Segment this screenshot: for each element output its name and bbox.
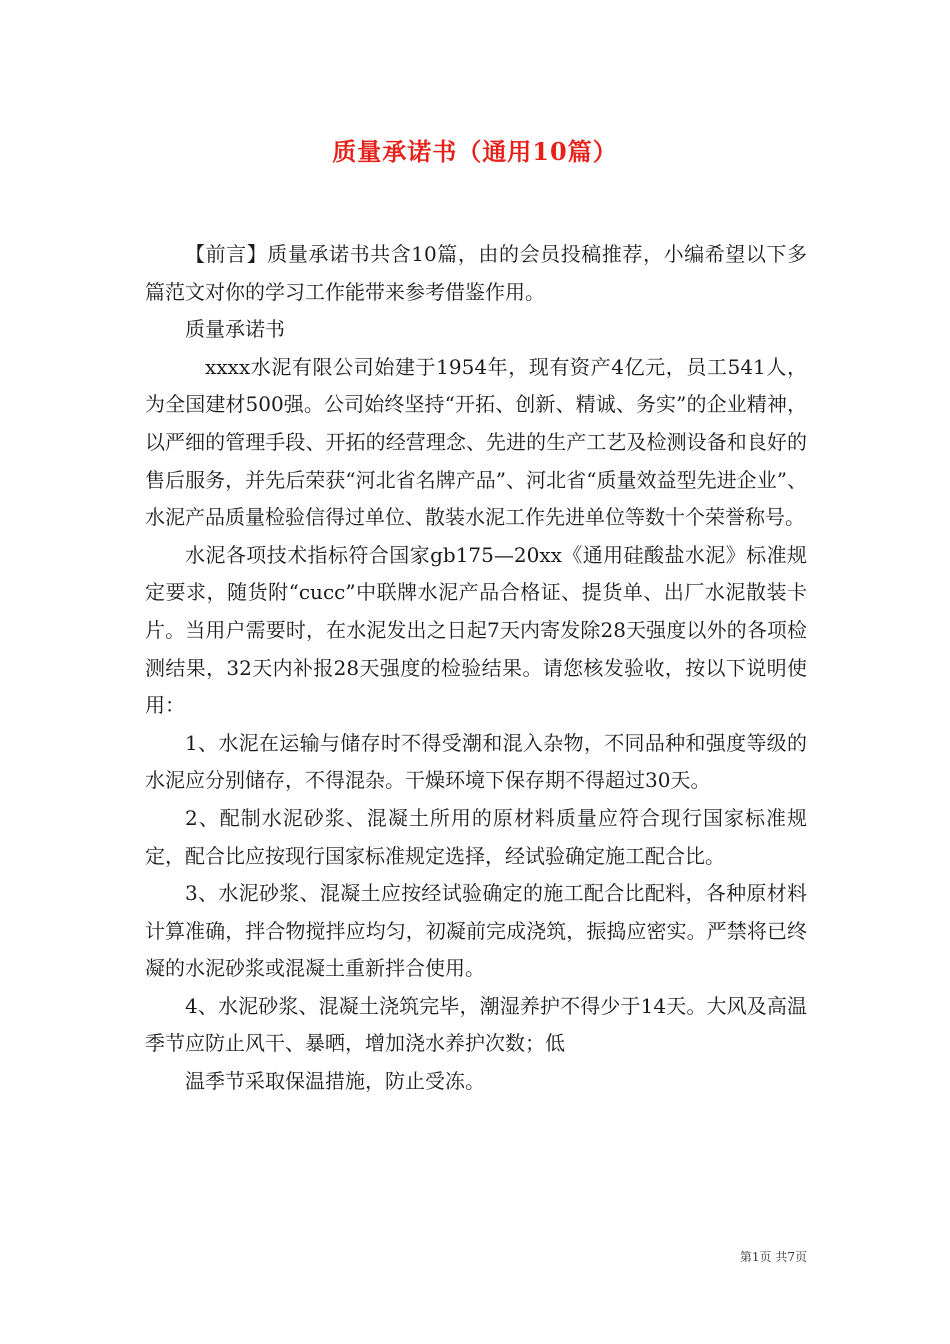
page-number: 第1页 共7页: [739, 1250, 807, 1264]
paragraph-item-4: 4、水泥砂浆、混凝土浇筑完毕，潮湿养护不得少于14天。大风及高温季节应防止风干、暴晒，增加浇水养护次数；低: [145, 993, 807, 1056]
section-heading: 质量承诺书: [185, 317, 285, 342]
paragraph-item-3: 3、水泥砂浆、混凝土应按经试验确定的施工配合比配料，各种原材料计算准确，拌合物搅拌应均匀，初凝前完成浇筑，振捣应密实。严禁将已终凝的水泥砂浆或混凝土重新拌合使用。: [145, 881, 807, 981]
document-body: [145, 236, 807, 1101]
paragraph-item-2: 2、配制水泥砂浆、混凝土所用的原材料质量应符合现行国家标准规定，配合比应按现行国家标准规定选择，经试验确定施工配合比。: [145, 805, 807, 868]
paragraph-standards: 水泥各项技术指标符合国家gb175—20xx《通用硅酸盐水泥》标准规定要求，随货附“cucc”中联牌水泥产品合格证、提货单、出厂水泥散装卡片。当用户需要时，在水泥发出之日起7天内寄发除28天强度以外的各项检测结果，32天内补报28天强度的检验结果。请您核发验收，按以下说明使用：: [145, 542, 807, 718]
document-title: 质量承诺书（通用10篇）: [332, 137, 618, 166]
paragraph-company: xxxx水泥有限公司始建于1954年，现有资产4亿元，员工541人，为全国建材500强。公司始终坚持“开拓、创新、精诚、务实”的企业精神，以严细的管理手段、开拓的经营理念、先进的生产工艺及检测设备和良好的售后服务，并先后荣获“河北省名牌产品”、河北省“质量效益型先进企业”、水泥产品质量检验信得过单位、散装水泥工作先进单位等数十个荣誉称号。: [145, 354, 807, 530]
paragraph-item-1: 1、水泥在运输与储存时不得受潮和混入杂物，不同品种和强度等级的水泥应分别储存，不得混杂。干燥环境下保存期不得超过30天。: [145, 730, 807, 793]
paragraph-item-4-continued: 温季节采取保温措施，防止受冻。: [185, 1069, 485, 1094]
intro-paragraph: 【前言】质量承诺书共含10篇，由的会员投稿推荐，小编希望以下多篇范文对你的学习工作能带来参考借鉴作用。: [145, 242, 807, 304]
